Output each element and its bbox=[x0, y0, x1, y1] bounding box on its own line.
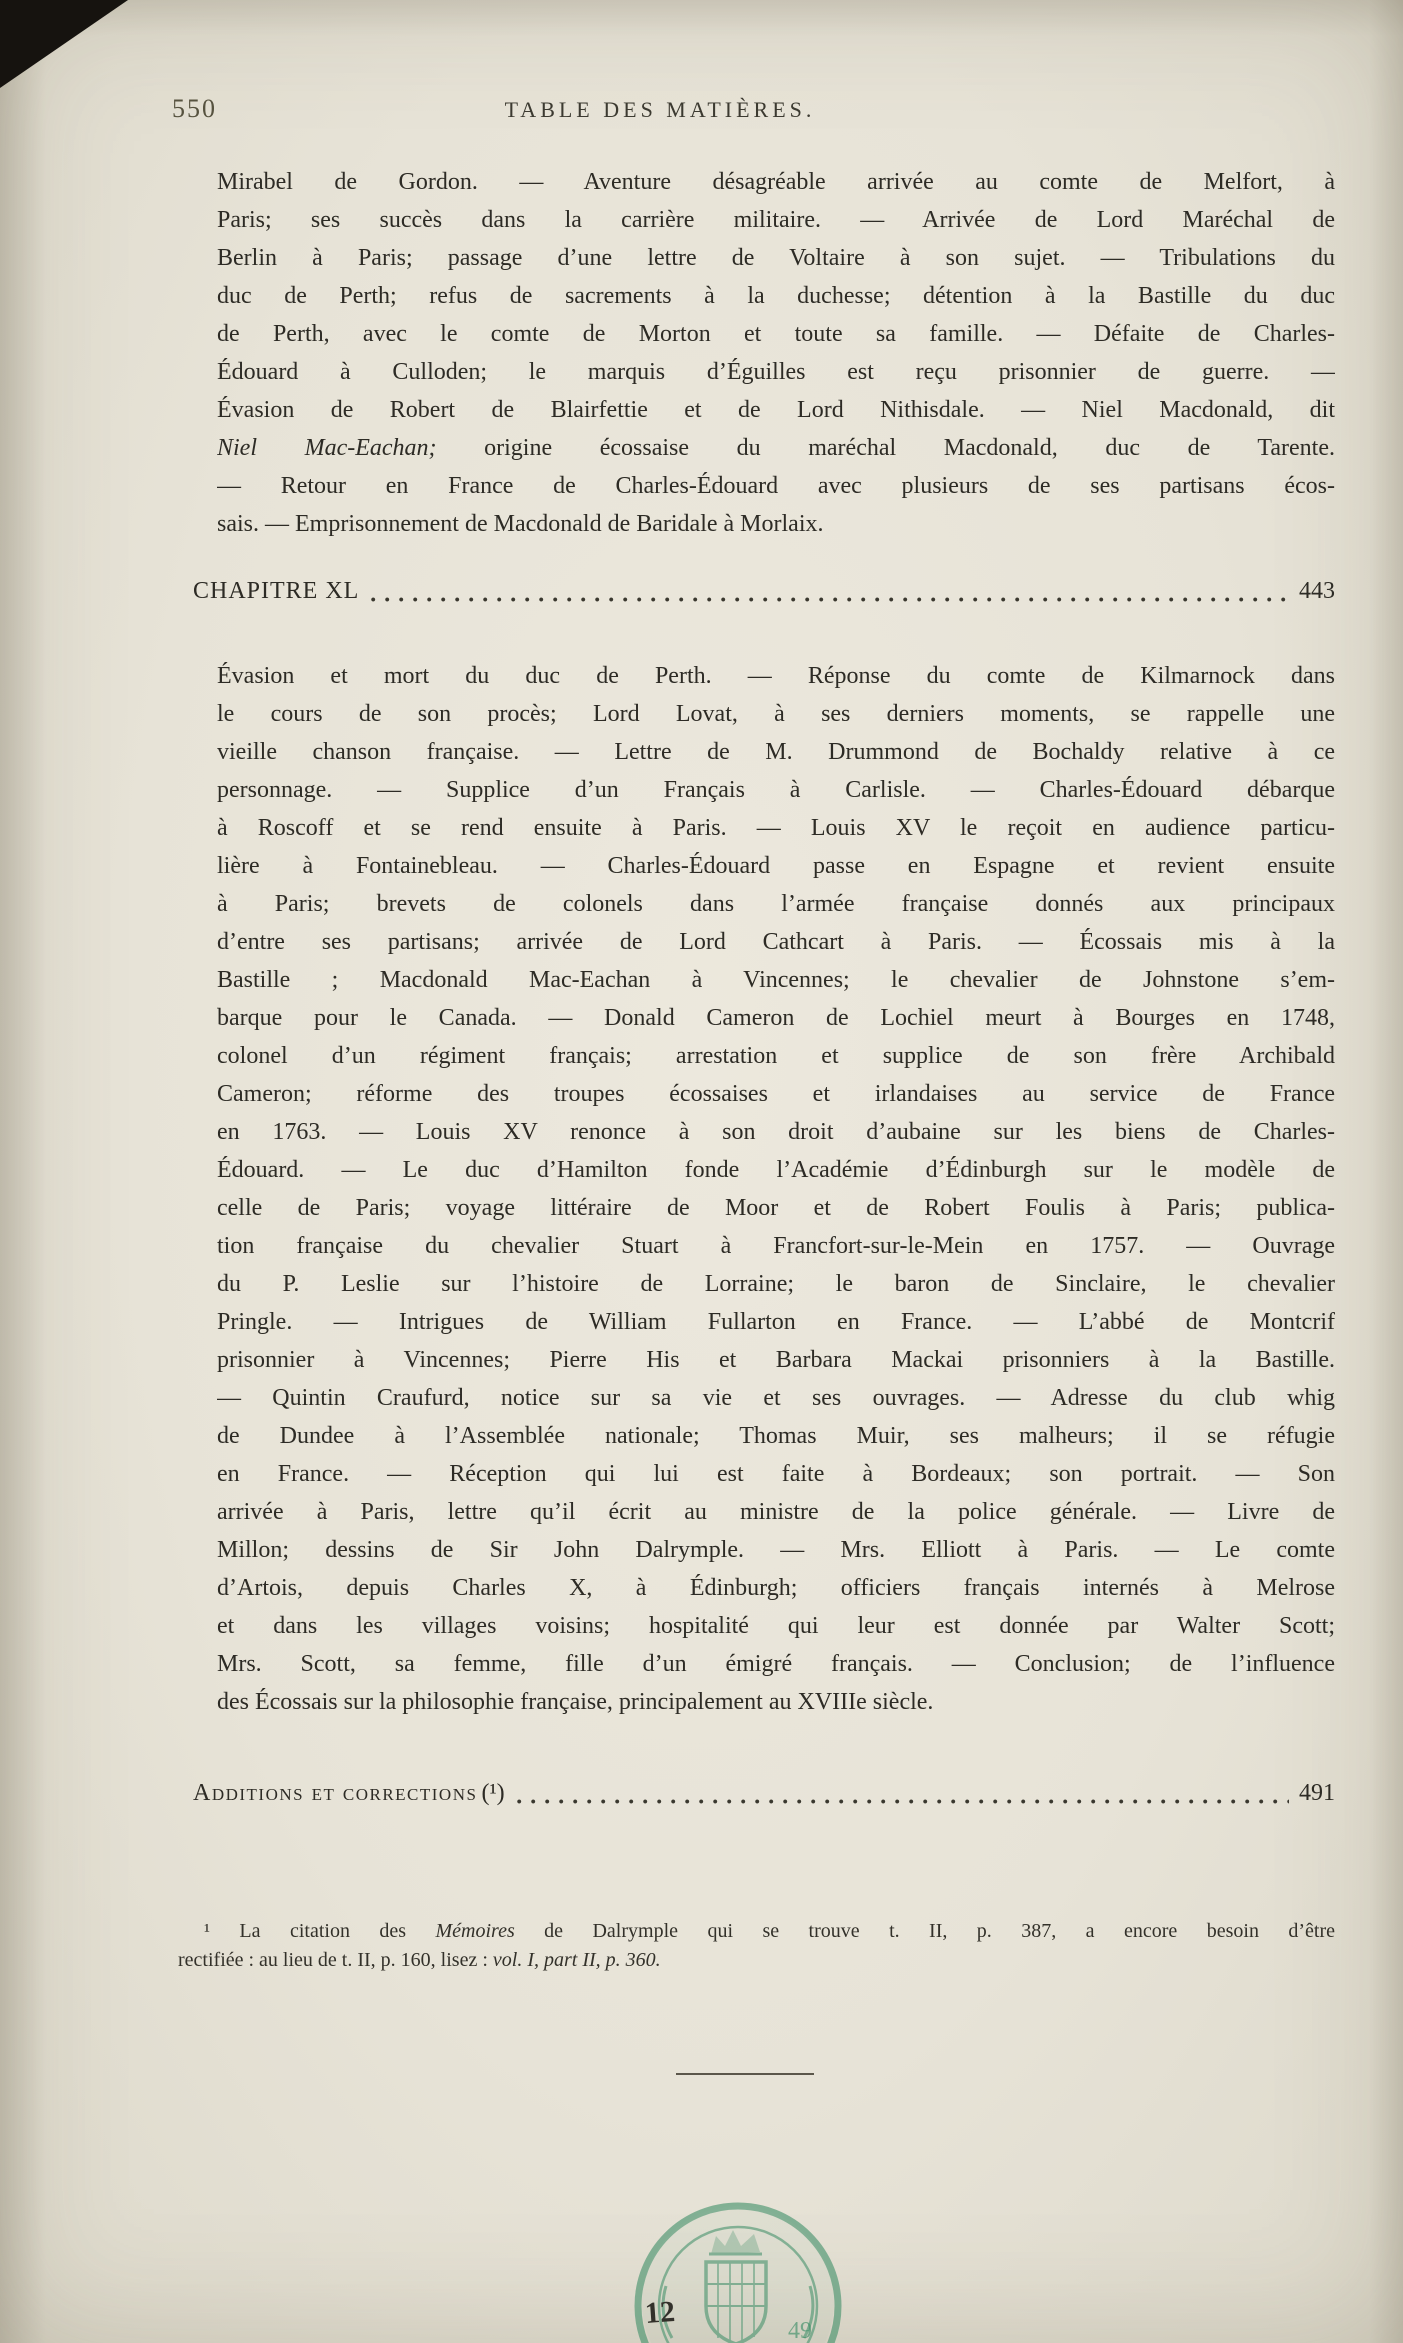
page-number-folio: 550 bbox=[172, 94, 217, 123]
scan-corner-artifact bbox=[0, 0, 128, 88]
running-title: TABLE DES MATIÈRES. bbox=[504, 97, 816, 122]
additions-heading-row bbox=[193, 1773, 1335, 1813]
text-line: barque pour le Canada. — Donald Cameron de Lochiel meurt à Bourges en 1748, bbox=[217, 1005, 1335, 1031]
text-line: sais. — Emprisonnement de Macdonald de Baridale à Morlaix. bbox=[217, 511, 824, 537]
text-line: Cameron; réforme des troupes écossaises et irlandaises au service de France bbox=[217, 1081, 1335, 1107]
chapter-heading-label: CHAPITRE XL bbox=[193, 578, 360, 604]
text-line: — Quintin Craufurd, notice sur sa vie et ses ouvrages. — Adresse du club whig bbox=[217, 1385, 1335, 1411]
end-rule bbox=[676, 2073, 814, 2075]
dotted-leader bbox=[517, 1798, 1289, 1805]
text-line: rectifiée : au lieu de t. II, p. 160, lisez : vol. I, part II, p. 360. bbox=[178, 1949, 661, 1971]
text-line: Paris; ses succès dans la carrière militaire. — Arrivée de Lord Maréchal de bbox=[217, 207, 1335, 233]
text-line: Mirabel de Gordon. — Aventure désagréable arrivée au comte de Melfort, à bbox=[217, 169, 1335, 195]
text-line: d’entre ses partisans; arrivée de Lord Cathcart à Paris. — Écossais mis à la bbox=[217, 929, 1335, 955]
text-line: celle de Paris; voyage littéraire de Moor et de Robert Foulis à Paris; publica- bbox=[217, 1195, 1335, 1221]
chapter-page-number: 443 bbox=[1299, 578, 1335, 604]
footnote bbox=[178, 1917, 1335, 1975]
text-line: tion française du chevalier Stuart à Francfort-sur-le-Mein en 1757. — Ouvrage bbox=[217, 1233, 1335, 1259]
text-line: Bastille ; Macdonald Mac-Eachan à Vincennes; le chevalier de Johnstone s’em- bbox=[217, 967, 1335, 993]
text-line: prisonnier à Vincennes; Pierre His et Barbara Mackai prisonniers à la Bastille. bbox=[217, 1347, 1335, 1373]
text-line: arrivée à Paris, lettre qu’il écrit au ministre de la police générale. — Livre de bbox=[217, 1499, 1335, 1525]
stamp-mark-left: 12 bbox=[643, 2294, 677, 2331]
text-line: Berlin à Paris; passage d’une lettre de Voltaire à son sujet. — Tribulations du bbox=[217, 245, 1335, 271]
additions-heading-label: Additions et corrections bbox=[193, 1780, 478, 1806]
text-line: en France. — Réception qui lui est faite à Bordeaux; son portrait. — Son bbox=[217, 1461, 1335, 1487]
text-line: lière à Fontainebleau. — Charles-Édouard passe en Espagne et revient ensuite bbox=[217, 853, 1335, 879]
text-line: Millon; dessins de Sir John Dalrymple. — Mrs. Elliott à Paris. — Le comte bbox=[217, 1537, 1335, 1563]
text-line: de Perth, avec le comte de Morton et toute sa famille. — Défaite de Charles- bbox=[217, 321, 1335, 347]
text-line: Édouard. — Le duc d’Hamilton fonde l’Académie d’Édinburgh sur le modèle de bbox=[217, 1157, 1335, 1183]
text-line: de Dundee à l’Assemblée nationale; Thomas Muir, ses malheurs; il se réfugie bbox=[217, 1423, 1335, 1449]
text-line: d’Artois, depuis Charles X, à Édinburgh; officiers français internés à Melrose bbox=[217, 1575, 1335, 1601]
text-line: ¹ La citation des Mémoires de Dalrymple qui se trouve t. II, p. 387, a encore besoin d’être bbox=[204, 1920, 1335, 1942]
text-line: duc de Perth; refus de sacrements à la duchesse; détention à la Bastille du duc bbox=[217, 283, 1335, 309]
text-line: colonel d’un régiment français; arrestation et supplice de son frère Archibald bbox=[217, 1043, 1335, 1069]
table-of-contents bbox=[178, 163, 1335, 1975]
text-line: Évasion et mort du duc de Perth. — Réponse du comte de Kilmarnock dans bbox=[217, 663, 1335, 689]
text-line: Édouard à Culloden; le marquis d’Éguilles est reçu prisonnier de guerre. — bbox=[217, 359, 1335, 385]
toc-chapter-summary bbox=[217, 657, 1335, 1721]
footnote-reference-marker: (¹) bbox=[481, 1780, 505, 1806]
chapter-heading-row bbox=[193, 571, 1335, 611]
dotted-leader bbox=[371, 596, 1289, 603]
text-line: Pringle. — Intrigues de William Fullarton en France. — L’abbé de Montcrif bbox=[217, 1309, 1335, 1335]
text-line: Évasion de Robert de Blairfettie et de Lord Nithisdale. — Niel Macdonald, dit bbox=[217, 397, 1335, 423]
text-line: vieille chanson française. — Lettre de M. Drummond de Bochaldy relative à ce bbox=[217, 739, 1335, 765]
text-line: à Paris; brevets de colonels dans l’armée française donnés aux principaux bbox=[217, 891, 1335, 917]
text-line: à Roscoff et se rend ensuite à Paris. — Louis XV le reçoit en audience particu- bbox=[217, 815, 1335, 841]
toc-continued-paragraph bbox=[217, 163, 1335, 543]
text-line: du P. Leslie sur l’histoire de Lorraine; le baron de Sinclaire, le chevalier bbox=[217, 1271, 1335, 1297]
text-line: — Retour en France de Charles-Édouard avec plusieurs de ses partisans écos- bbox=[217, 473, 1335, 499]
text-line: et dans les villages voisins; hospitalité qui leur est donnée par Walter Scott; bbox=[217, 1613, 1335, 1639]
text-line: le cours de son procès; Lord Lovat, à ses derniers moments, se rappelle une bbox=[217, 701, 1335, 727]
additions-page-number: 491 bbox=[1299, 1780, 1335, 1806]
text-line: personnage. — Supplice d’un Français à Carlisle. — Charles-Édouard débarque bbox=[217, 777, 1335, 803]
text-line: des Écossais sur la philosophie française, principalement au XVIIIe siècle. bbox=[217, 1689, 934, 1715]
text-line: en 1763. — Louis XV renonce à son droit d’aubaine sur les biens de Charles- bbox=[217, 1119, 1335, 1145]
stamp-mark-right: 49 bbox=[788, 2318, 812, 2343]
text-line: Niel Mac-Eachan; origine écossaise du maréchal Macdonald, duc de Tarente. bbox=[217, 435, 1335, 461]
text-line: Mrs. Scott, sa femme, fille d’un émigré français. — Conclusion; de l’influence bbox=[217, 1651, 1335, 1677]
